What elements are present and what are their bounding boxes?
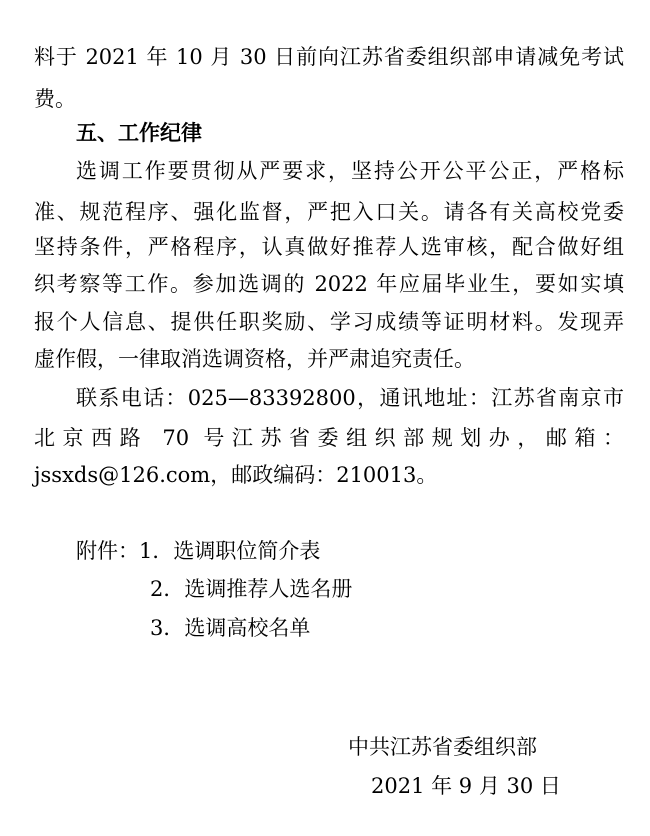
section-body-line-4: 织考察等工作。参加选调的 2022 年应届毕业生，要如实填 bbox=[34, 272, 624, 296]
contact-phone-address: 联系电话：025—83392800，通讯地址：江苏省南京市 bbox=[76, 386, 624, 410]
signature-date: 2021 年 9 月 30 日 bbox=[371, 774, 561, 798]
attachment-item-2: 2．选调推荐人选名册 bbox=[150, 577, 353, 601]
section-body-line-6: 虚作假，一律取消选调资格，并严肃追究责任。 bbox=[34, 347, 475, 371]
section-body-line-3: 坚持条件，严格程序，认真做好推荐人选审核，配合做好组 bbox=[34, 235, 624, 259]
attachment-item-1: 1．选调职位简介表 bbox=[139, 539, 321, 563]
paragraph-prev-line-1: 料于 2021 年 10 月 30 日前向江苏省委组织部申请减免考试 bbox=[34, 45, 624, 69]
section-body-line-1: 选调工作要贯彻从严要求，坚持公开公平公正，严格标 bbox=[76, 159, 624, 183]
signature-org: 中共江苏省委组织部 bbox=[348, 735, 537, 759]
paragraph-prev-line-2: 费。 bbox=[34, 87, 76, 111]
section-body-line-2: 准、规范程序、强化监督，严把入口关。请各有关高校党委 bbox=[34, 200, 624, 224]
attachment-item-3: 3．选调高校名单 bbox=[150, 616, 311, 640]
section-body-line-5: 报个人信息、提供任职奖励、学习成绩等证明材料。发现弄 bbox=[34, 310, 624, 334]
section-heading-work-discipline: 五、工作纪律 bbox=[76, 120, 202, 145]
contact-address-email: 北京西路 70 号江苏省委组织部规划办，邮箱： bbox=[34, 426, 624, 450]
contact-email-postcode: jssxds@126.com，邮政编码：210013。 bbox=[34, 463, 438, 487]
attachments-prefix: 附件： bbox=[76, 539, 139, 563]
attachments-label bbox=[76, 536, 320, 566]
